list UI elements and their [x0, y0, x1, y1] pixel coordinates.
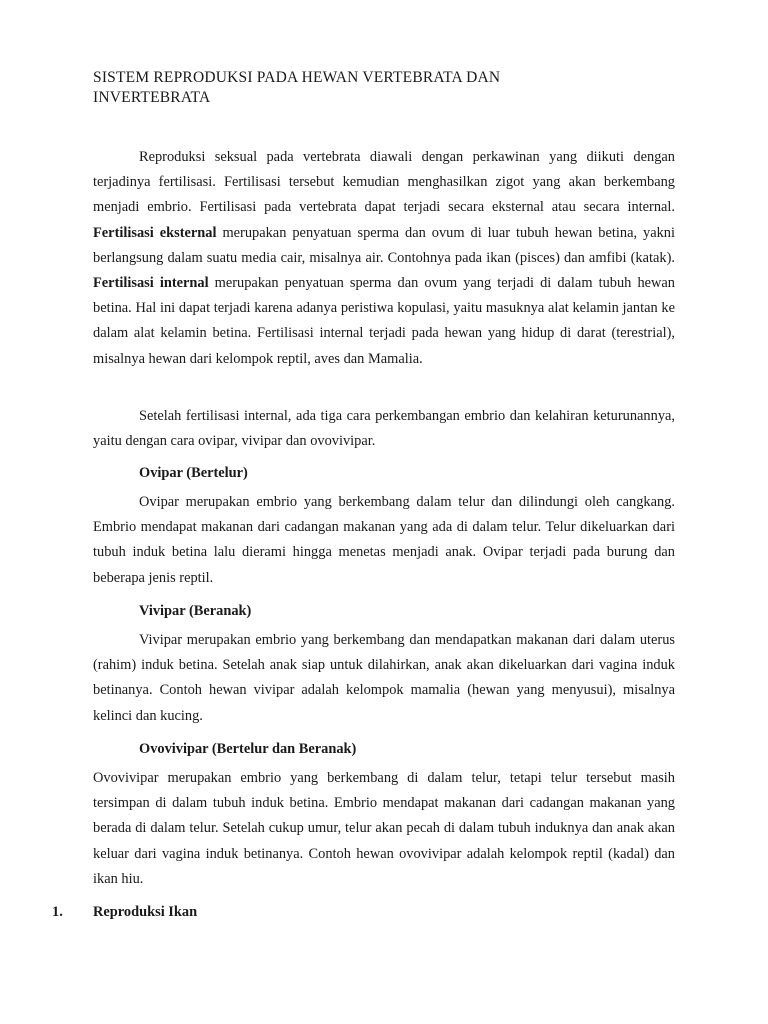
intro-paragraph	[93, 145, 675, 372]
term-fertilisasi-internal: Fertilisasi internal	[93, 275, 209, 292]
ovipar-heading: Ovipar (Bertelur)	[139, 465, 248, 481]
section-heading-reproduksi-ikan	[52, 902, 197, 922]
ovipar-paragraph: Ovipar merupakan embrio yang berkembang dalam telur dan dilindungi oleh cangkang. Embrio mendapat makanan dari cadangan makanan yang ada di dalam telur. Telur dikeluarkan dari tubuh induk betina lalu dierami hingga menetas menjadi anak. Ovipar terjadi pada burung dan beberapa jenis reptil.	[93, 494, 675, 586]
vivipar-paragraph: Vivipar merupakan embrio yang berkembang dan mendapatkan makanan dari dalam uterus (rahim) induk betina. Setelah anak siap untuk dilahirkan, anak akan dikeluarkan dari vagina induk betinanya. Contoh hewan vivipar adalah kelompok mamalia (hewan yang menyusui), misalnya kelinci dan kucing.	[93, 632, 675, 724]
intro-text-2: merupakan penyatuan sperma dan ovum di luar tubuh hewan betina, yakni berlangsung dalam suatu media cair, misalnya air. Contohnya pada ikan (pisces) dan amfibi (katak).	[93, 224, 675, 266]
term-fertilisasi-eksternal: Fertilisasi eksternal	[93, 224, 217, 241]
ovovivipar-heading: Ovovivipar (Bertelur dan Beranak)	[139, 741, 357, 757]
section-number: 1.	[52, 904, 63, 920]
ovovivipar-paragraph: Ovovivipar merupakan embrio yang berkembang di dalam telur, tetapi telur tersebut masih tersimpan di dalam tubuh induk betina. Embrio mendapat makanan dari cadangan makanan yang berada di dalam telur. Setelah cukup umur, telur akan pecah di dalam tubuh induknya dan anak akan keluar dari vagina induk betinanya. Contoh hewan ovovivipar adalah kelompok reptil (kadal) dan ikan hiu.	[93, 770, 675, 887]
vivipar-heading: Vivipar (Beranak)	[139, 603, 252, 619]
development-paragraph: Setelah fertilisasi internal, ada tiga cara perkembangan embrio dan kelahiran keturunannya, yaitu dengan cara ovipar, vivipar dan ovovivipar.	[93, 408, 675, 450]
intro-text-1: Reproduksi seksual pada vertebrata diawali dengan perkawinan yang diikuti dengan terjadinya fertilisasi. Fertilisasi tersebut kemudian menghasilkan zigot yang akan berkembang menjadi embrio. Fertilisasi pada vertebrata dapat terjadi secara eksternal atau secara internal.	[93, 149, 675, 216]
section-title: Reproduksi Ikan	[93, 904, 198, 920]
document-title: SISTEM REPRODUKSI PADA HEWAN VERTEBRATA DAN INVERTEBRATA	[93, 69, 501, 106]
intro-text-3: merupakan penyatuan sperma dan ovum yang terjadi di dalam tubuh hewan betina. Hal ini dapat terjadi karena adanya peristiwa kopulasi, yaitu masuknya alat kelamin jantan ke dalam alat kelamin betina. Fertilisasi internal terjadi pada hewan yang hidup di darat (terestrial), misalnya hewan dari kelompok reptil, aves dan Mamalia.	[93, 275, 675, 367]
